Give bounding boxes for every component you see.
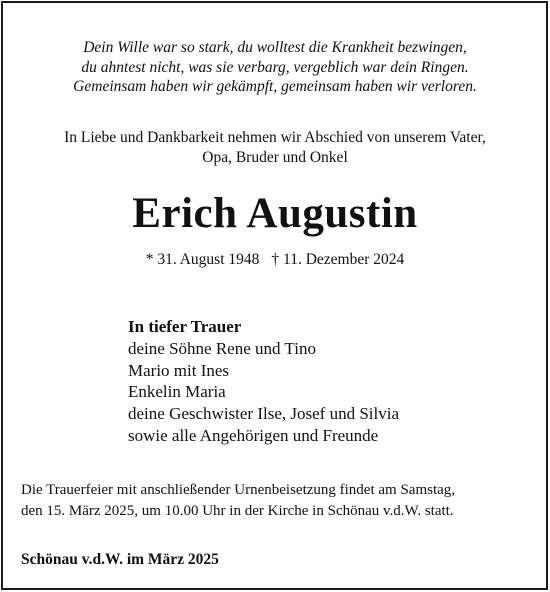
farewell-intro [0, 128, 550, 167]
birth-date: * 31. August 1948 [145, 251, 260, 268]
intro-line: Opa, Bruder und Onkel [202, 148, 348, 166]
mourner-line: Enkelin Maria [128, 382, 226, 402]
ceremony-line: den 15. März 2025, um 10.00 Uhr in der Kirche in Schönau v.d.W. statt. [21, 502, 454, 519]
mourner-line: sowie alle Angehörigen und Freunde [128, 425, 379, 445]
intro-line: In Liebe und Dankbarkeit nehmen wir Abschied von unserem Vater, [64, 129, 486, 146]
mourner-line: Mario mit Ines [128, 360, 230, 380]
poem-verse [0, 38, 550, 97]
deceased-name: Erich Augustin [132, 190, 418, 237]
ceremony-info [21, 480, 455, 521]
poem-line: du ahntest nicht, was sie verbarg, vergeblich war dein Ringen. [81, 58, 469, 76]
mourner-line: deine Söhne Rene und Tino [128, 338, 316, 358]
mourners-list [128, 316, 399, 447]
poem-line: Gemeinsam haben wir gekämpft, gemeinsam haben wir verloren. [73, 78, 477, 95]
death-date: † 11. Dezember 2024 [271, 251, 405, 268]
mourners-heading: In tiefer Trauer [128, 317, 242, 336]
life-dates [0, 250, 550, 270]
place-and-date: Schönau v.d.W. im März 2025 [21, 551, 219, 568]
poem-line: Dein Wille war so stark, du wolltest die Krankheit bezwingen, [83, 39, 467, 56]
ceremony-line: Die Trauerfeier mit anschließender Urnenbeisetzung findet am Samstag, [21, 482, 456, 498]
mourner-line: deine Geschwister Ilse, Josef und Silvia [128, 404, 399, 424]
